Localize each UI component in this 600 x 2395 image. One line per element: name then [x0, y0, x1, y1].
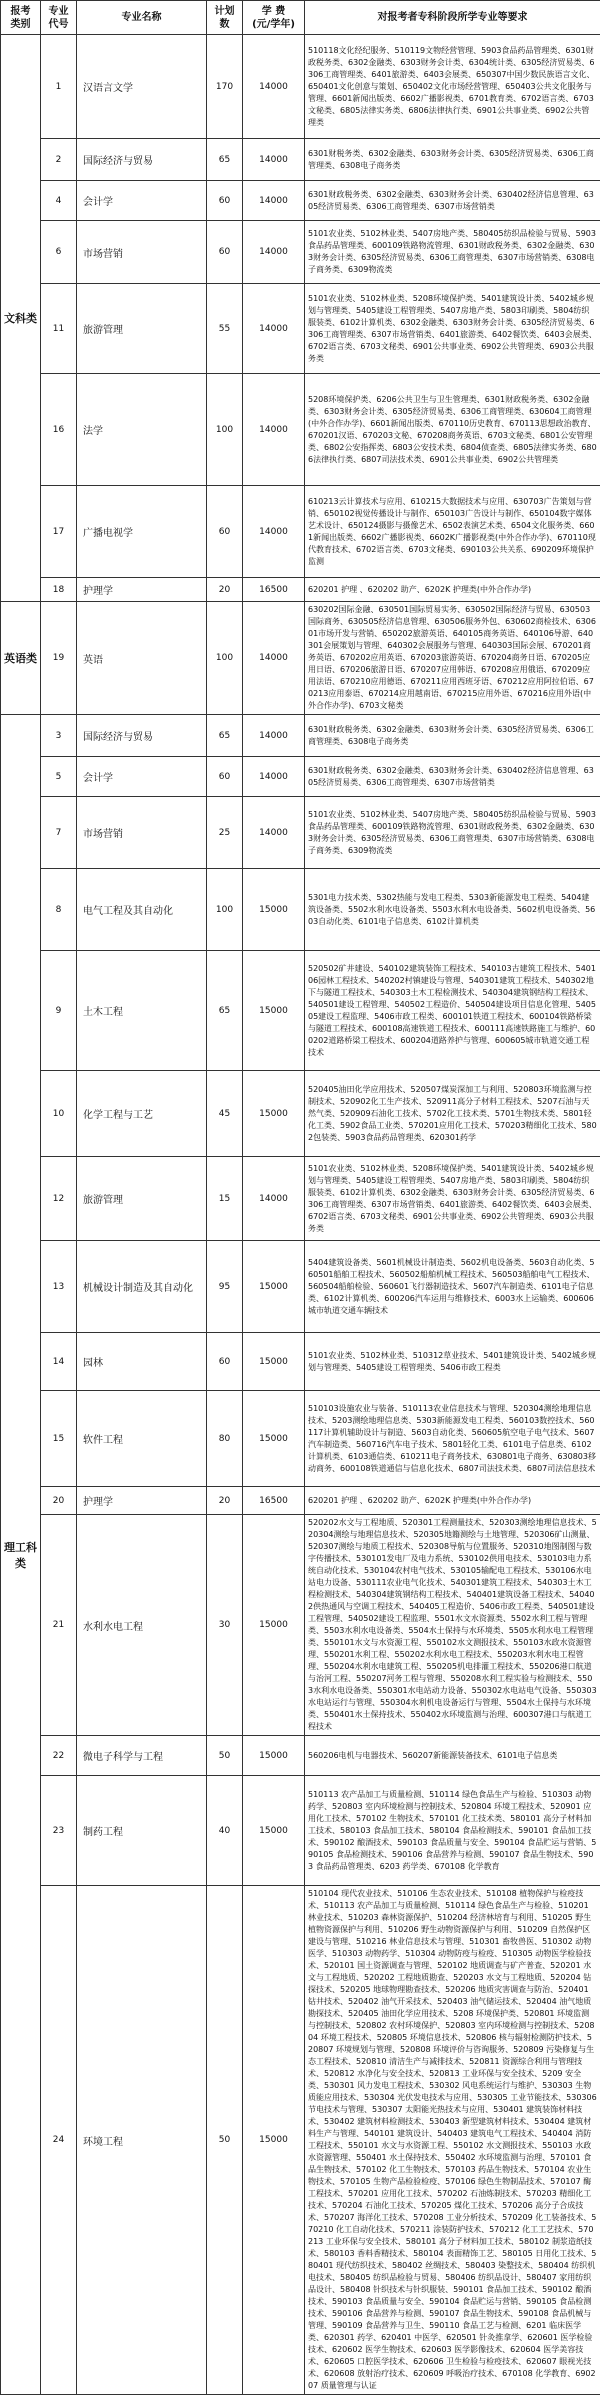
- requirements-cell: 510118文化经纪服务、510119文物经营管理、5903食品药品管理类、6301财政税务类、6302金融类、6303财务会计类、6304统计类、6305经济贸易类、6306工商管理类、6401旅游类、6403会展类、650307中国少数民族语言文化、650401文化创意与策划、650402文化市场经营管理、650403公共文化服务与管理、6601新闻出版类、6602广播影视类、6701教育类、6702语言类、6703文秘类、6805法律实务类、6806法律执行类、6901公共事业类、6902公共管理类: [305, 35, 600, 139]
- tuition-fee-cell: 14000: [243, 486, 305, 578]
- header-code: 专业 代号: [41, 1, 77, 35]
- major-code-cell: 14: [41, 1333, 77, 1391]
- major-code-cell: 22: [41, 1736, 77, 1776]
- tuition-fee-cell: 15000: [243, 1333, 305, 1391]
- table-row: [1, 1886, 600, 2395]
- major-name-cell: 园林: [77, 1333, 207, 1391]
- major-name-cell: 护理学: [77, 578, 207, 602]
- plan-count-cell: 20: [207, 1487, 243, 1515]
- major-name-cell: 软件工程: [77, 1391, 207, 1487]
- header-requirements: 对报考者专科阶段所学专业等要求: [305, 1, 600, 35]
- major-name-cell: 土木工程: [77, 951, 207, 1071]
- tuition-fee-cell: 15000: [243, 1736, 305, 1776]
- table-row: [1, 602, 600, 715]
- major-code-cell: 10: [41, 1071, 77, 1157]
- major-name-cell: 会计学: [77, 757, 207, 797]
- requirements-cell: 520405油田化学应用技术、520507煤炭深加工与利用、520803环境监测与控制技术、520902化工生产技术、520911高分子材料工程技术、5207石油与天然气类、520909石油化工技术、5702化工技术类、5701生物技术类、5801轻化工类、5902食品工业类、570201应用化工技术、570203精细化工技术、5802包装类、5903食品药品管理类、620301药学: [305, 1071, 600, 1157]
- major-name-cell: 旅游管理: [77, 1157, 207, 1241]
- plan-count-cell: 45: [207, 1071, 243, 1157]
- major-name-cell: 广播电视学: [77, 486, 207, 578]
- major-name-cell: 法学: [77, 374, 207, 486]
- major-code-cell: 24: [41, 1886, 77, 2395]
- requirements-cell: 6301财税务类、6302金融类、6303财务会计类、6305经济贸易类、6306工商管理类、6308电子商务类: [305, 139, 600, 181]
- plan-count-cell: 25: [207, 797, 243, 869]
- requirements-cell: 610213云计算技术与应用、610215大数据技术与应用、630703广告策划与营销、650102视觉传播设计与制作、650103广告设计与制作、650104数字媒体艺术设计、650124摄影与摄像艺术、6502表演艺术类、6504文化服务类、6601新闻出版类、6602广播影视类、6602K广播影视类(中外合作办学)、670110现代教育技术、6702语言类、6703文秘类、690103公共关系、690209环境保护监测: [305, 486, 600, 578]
- tuition-fee-cell: 14000: [243, 284, 305, 374]
- tuition-fee-cell: 14000: [243, 602, 305, 715]
- requirements-cell: 520202水文与工程地质、520301工程测量技术、520303测绘地理信息技术、520304测绘与地理信息技术、520305地籍测绘与土地管理、520306矿山测量、520307测绘与地质工程技术、520308导航与位置服务、520310地图制图与数字传播技术、530101发电厂及电力系统、530102供用电技术、530103电力系统自动化技术、530104农村电气技术、530105输配电工程技术、530106水电站电力设备、530111农业电气化技术、540301建筑工程技术、540303土木工程检测技术、540304建筑钢结构工程技术、540401建筑设备工程技术、540402供热通风与空调工程技术、540405工程造价、5406市政工程类、540501建设工程管理、540502建设工程监理、5501水文水资源类、5502水利工程与管理类、5503水利水电设备类、5504水土保持与水环境类、5505水利水电工程管理类、550101水文与水资源工程、550102水文测报技术、550103水政水资源管理、550201水利工程、550202水利水电工程技术、550203水利水电工程管理、550204水利水电建筑工程、550205机电排灌工程技术、550206港口航道与治河工程、550207河务工程与管理、550208水利工程实验与检测技术、5503水利水电设备类、550301水电站动力设备、550302水电站电气设备、550303水电站运行与管理、550304水利机电设备运行与管理、5504水土保持与水环境类、550401水土保持技术、550402水环境监测与治理、600307港口与航道工程技术: [305, 1515, 600, 1736]
- table-row: [1, 284, 600, 374]
- tuition-fee-cell: 14000: [243, 715, 305, 757]
- tuition-fee-cell: 15000: [243, 1515, 305, 1736]
- major-name-cell: 电气工程及其自动化: [77, 869, 207, 951]
- tuition-fee-cell: 14000: [243, 1157, 305, 1241]
- plan-count-cell: 20: [207, 578, 243, 602]
- major-name-cell: 制药工程: [77, 1776, 207, 1886]
- requirements-cell: 5301电力技术类、5302热能与发电工程类、5303新能源发电工程类、5404建筑设备类、5502水利水电设备类、5503水利水电设备类、5602机电设备类、5603自动化类、6101电子信息类、6102计算机类: [305, 869, 600, 951]
- plan-count-cell: 95: [207, 1241, 243, 1333]
- major-code-cell: 9: [41, 951, 77, 1071]
- tuition-fee-cell: 15000: [243, 1241, 305, 1333]
- table-row: [1, 797, 600, 869]
- requirements-cell: 5101农业类、5102林业类、5208环境保护类、5401建筑设计类、5402城乡规划与管理类、5405建设工程管理类、5407房地产类、5803印刷类、5804纺织服装类、6102计算机类、6302金融类、6303财务会计类、6305经济贸易类、6306工商管理类、6307市场营销类、6401旅游类、6402餐饮类、6403会展类、6702语言类、6703文秘类、6901公共事业类、6902公共管理类、6903公共服务类: [305, 1157, 600, 1241]
- major-name-cell: 机械设计制造及其自动化: [77, 1241, 207, 1333]
- tuition-fee-cell: 16500: [243, 1487, 305, 1515]
- requirements-cell: 560206电机与电器技术、560207新能源装备技术、6101电子信息类: [305, 1736, 600, 1776]
- requirements-cell: 510113 农产品加工与质量检测、510114 绿色食品生产与检验、510303 动物药学、520803 室内环境检测与控制技术、520804 环境工程技术、520901 应用化工技术、570102 生物技术、570101 化工技术类、580101 高分子材料加工技术、580103 食品加工技术、580104 食品检测技术、590101 食品加工技术、590102 酿酒技术、590103 食品质量与安全、590104 食品贮运与营销、590105 食品检测技术、590106 食品营养与检测、590107 食品生物技术、5903 食品药品管理类、6203 药学类、670108 化学教育: [305, 1776, 600, 1886]
- major-code-cell: 16: [41, 374, 77, 486]
- plan-count-cell: 50: [207, 1736, 243, 1776]
- major-name-cell: 英语: [77, 602, 207, 715]
- major-code-cell: 5: [41, 757, 77, 797]
- requirements-cell: 5404建筑设备类、5601机械设计制造类、5602机电设备类、5603自动化类、560501船舶工程技术、560502船舶机械工程技术、560503船舶电气工程技术、560504船舶检验、560601飞行器制造技术、5607汽车制造类、6101电子信息类、6102计算机类、600206汽车运用与维修技术、6003水上运输类、600606城市轨道交通车辆技术: [305, 1241, 600, 1333]
- table-row: [1, 139, 600, 181]
- table-row: [1, 715, 600, 757]
- table-row: [1, 951, 600, 1071]
- major-name-cell: 旅游管理: [77, 284, 207, 374]
- tuition-fee-cell: 15000: [243, 1776, 305, 1886]
- table-row: [1, 757, 600, 797]
- plan-count-cell: 60: [207, 221, 243, 284]
- table-row: [1, 374, 600, 486]
- major-code-cell: 15: [41, 1391, 77, 1487]
- requirements-cell: 6301财政税务类、6302金融类、6303财务会计类、6305经济贸易类、6306工商管理类、6308电子商务类: [305, 715, 600, 757]
- major-code-cell: 3: [41, 715, 77, 757]
- major-name-cell: 国际经济与贸易: [77, 715, 207, 757]
- table-row: [1, 869, 600, 951]
- plan-count-cell: 170: [207, 35, 243, 139]
- major-code-cell: 13: [41, 1241, 77, 1333]
- major-name-cell: 国际经济与贸易: [77, 139, 207, 181]
- table-row: [1, 1071, 600, 1157]
- plan-count-cell: 60: [207, 181, 243, 221]
- plan-count-cell: 50: [207, 1886, 243, 2395]
- table-row: [1, 181, 600, 221]
- major-name-cell: 护理学: [77, 1487, 207, 1515]
- tuition-fee-cell: 15000: [243, 1886, 305, 2395]
- requirements-cell: 5101农业类、5102林业类、5407房地产类、580405纺织品检验与贸易、5903食品药品管理类、600109铁路物流管理、6301财政税务类、6302金融类、6303财务会计类、6305经济贸易类、6306工商管理类、6307市场营销类、6308电子商务类、6309物流类: [305, 221, 600, 284]
- plan-count-cell: 60: [207, 1333, 243, 1391]
- major-code-cell: 11: [41, 284, 77, 374]
- major-code-cell: 7: [41, 797, 77, 869]
- tuition-fee-cell: 14000: [243, 35, 305, 139]
- requirements-cell: 630202国际金融、630501国际贸易实务、630502国际经济与贸易、630503国际商务、630505经济信息管理、630506服务外包、630602商检技术、630601市场开发与营销、650202旅游英语、640105商务英语、640106导游、640301会展策划与管理、640302会展服务与管理、640303国际会展、670201商务英语、670202应用英语、670203旅游英语、670204商务日语、670205应用日语、670206旅游日语、670207应用韩语、670208应用俄语、670209应用法语、670210应用德语、670211应用西班牙语、670212应用阿拉伯语、670213应用泰语、670214应用越南语、670215应用外语、670216应用外语(中外合作办学)、6703文秘类: [305, 602, 600, 715]
- plan-count-cell: 65: [207, 139, 243, 181]
- table-row: [1, 1241, 600, 1333]
- table-row: [1, 35, 600, 139]
- tuition-fee-cell: 14000: [243, 221, 305, 284]
- requirements-cell: 5101农业类、5102林业类、5208环境保护类、5401建筑设计类、5402城乡规划与管理类、5405建设工程管理类、5407房地产类、5803印刷类、5804纺织服装类、6102计算机类、6302金融类、6303财务会计类、6305经济贸易类、6306工商管理类、6307市场营销类、6401旅游类、6402餐饮类、6403会展类、6702语言类、6703文秘类、6901公共事业类、6902公共管理类、6903公共服务类: [305, 284, 600, 374]
- major-name-cell: 汉语言文学: [77, 35, 207, 139]
- tuition-fee-cell: 14000: [243, 757, 305, 797]
- plan-count-cell: 80: [207, 1391, 243, 1487]
- table-row: [1, 1736, 600, 1776]
- category-cell: 文科类: [1, 35, 41, 602]
- table-row: [1, 486, 600, 578]
- plan-count-cell: 65: [207, 951, 243, 1071]
- tuition-fee-cell: 15000: [243, 951, 305, 1071]
- requirements-cell: 5101农业类、5102林业类、510312草业技术、5401建筑设计类、5402城乡规划与管理类、5405建设工程管理类、5406市政工程类: [305, 1333, 600, 1391]
- major-name-cell: 化学工程与工艺: [77, 1071, 207, 1157]
- tuition-fee-cell: 16500: [243, 578, 305, 602]
- major-code-cell: 20: [41, 1487, 77, 1515]
- major-name-cell: 市场营销: [77, 797, 207, 869]
- major-name-cell: 会计学: [77, 181, 207, 221]
- table-row: [1, 1515, 600, 1736]
- table-row: [1, 1157, 600, 1241]
- table-row: [1, 1333, 600, 1391]
- tuition-fee-cell: 15000: [243, 1071, 305, 1157]
- requirements-cell: 620201 护理 、620202 助产、6202K 护理类(中外合作办学): [305, 578, 600, 602]
- major-code-cell: 23: [41, 1776, 77, 1886]
- plan-count-cell: 15: [207, 1157, 243, 1241]
- major-code-cell: 21: [41, 1515, 77, 1736]
- major-code-cell: 18: [41, 578, 77, 602]
- category-cell: 英语类: [1, 602, 41, 715]
- major-code-cell: 6: [41, 221, 77, 284]
- major-name-cell: 市场营销: [77, 221, 207, 284]
- header-fee: 学 费 (元/学年): [243, 1, 305, 35]
- tuition-fee-cell: 14000: [243, 797, 305, 869]
- requirements-cell: 510103设施农业与装备、510113农业信息技术与管理、520304测绘地理信息技术、5203测绘地理信息类、5303新能源发电工程类、560103数控技术、560117计算机辅助设计与制造、5603自动化类、560605航空电子电气技术、5607汽车制造类、560716汽车电子技术、5801轻化工类、6101电子信息类、6102计算机类、6103通信类、610211电子商务技术、630801电子商务、630803移动商务、600108铁道通信与信息化技术、6807司法技术类、6807司法信息技术: [305, 1391, 600, 1487]
- major-code-cell: 12: [41, 1157, 77, 1241]
- table-row: [1, 1776, 600, 1886]
- category-cell: 理工科类: [1, 715, 41, 2395]
- table-row: [1, 1487, 600, 1515]
- requirements-cell: 5101农业类、5102林业类、5407房地产类、580405纺织品检验与贸易、5903食品药品管理类、600109铁路物流管理、6301财政税务类、6302金融类、6303财务会计类、6305经济贸易类、6306工商管理类、6307市场营销类、6308电子商务类、6309物流类: [305, 797, 600, 869]
- plan-count-cell: 60: [207, 757, 243, 797]
- requirements-cell: 510104 现代农业技术、510106 生态农业技术、510108 植物保护与检疫技术、510113 农产品加工与质量检测、510114 绿色食品生产与检验、510201 林业技术、510203 森林资源保护、510204 经济林培育与利用、510205 野生植物资源保护与利用、510206 野生动物资源保护与利用、510209 自然保护区建设与管理、510216 林业信息技术与管理、510301 畜牧兽医、510302 动物医学、510303 动物药学、510304 动物防疫与检疫、510305 动物医学检验技术、520101 国土资源调查与管理、520102 地质调查与矿产普查、520201 水文与工程地质、520202 工程地质勘查、520203 水文与工程地质、520204 钻探技术、520205 地球物理勘查技术、520206 地质灾害调查与防治、520401 钻井技术、520402 油气开采技术、520403 油气储运技术、520404 油气地质勘探技术、520405 油田化学应用技术、5208 环境保护类、520801 环境监测与控制技术、520802 农村环境保护、520803 室内环境检测与控制技术、520804 环境工程技术、520805 环境信息技术、520806 核与辐射检测防护技术、520807 环境规划与管理、520808 环境评价与咨询服务、520809 污染修复与生态工程技术、520810 清洁生产与减排技术、520811 资源综合利用与管理技术、520812 水净化与安全技术、520813 工业环保与安全技术、5209 安全类、530301 风力发电工程技术、530302 风电系统运行与维护、530303 生物质能应用技术、530304 光伏发电技术与应用、530305 工业节能技术、530306 节电技术与管理、530307 太阳能光热技术与应用、530401 建筑装饰材料技术、530402 建筑材料检测技术、530403 新型建筑材料技术、530404 建筑材料生产与管理、540101 建筑设计、540403 建筑电气工程技术、540404 消防工程技术、550101 水文与水资源工程、550102 水文测报技术、550103 水政水资源管理、550401 水土保持技术、550402 水环境监测与治理、570101 食品生物技术、570102 化工生物技术、570103 药品生物技术、570104 农业生物技术、570105 生物产品检验检疫、570106 绿色生物制品技术、570107 酶工程技术、570201 应用化工技术、570202 石油炼制技术、570203 精细化工技术、570204 石油化工技术、570205 煤化工技术、570206 高分子合成技术、570207 海洋化工技术、570208 工业分析技术、570209 化工装备技术、570210 化工自动化技术、570211 涂装防护技术、570212 化工工艺技术、570213 工业环保与安全技术、580101 高分子材料加工技术、580102 制浆造纸技术、580103 香料香精技术、580104 表面精饰工艺、580105 日用化工技术、580401 现代纺织技术、580402 丝绸技术、580403 染整技术、580404 纺织机电技术、580405 纺织品检验与贸易、580406 纺织品设计、580407 家用纺织品设计、580408 针织技术与针织服装、590101 食品加工技术、590102 酿酒技术、590103 食品质量与安全、590104 食品贮运与营销、590105 食品检测技术、590106 食品营养与检测、590107 食品生物技术、590108 食品机械与管理、590109 食品营养与卫生、590110 食品工艺与检测、6201 临床医学类、620301 药学、620401 中医学、620501 针灸推拿学、620601 医学检验技术、620602 医学生物技术、620603 医学影像技术、620604 医学美容技术、620605 口腔医学技术、620606 卫生检验与检疫技术、620607 眼视光技术、620608 放射治疗技术、620609 呼吸治疗技术、670108 化学教育、690207 质量管理与认证: [305, 1886, 600, 2395]
- major-code-cell: 4: [41, 181, 77, 221]
- plan-count-cell: 40: [207, 1776, 243, 1886]
- major-name-cell: 微电子科学与工程: [77, 1736, 207, 1776]
- table-header-row: [1, 1, 600, 35]
- tuition-fee-cell: 15000: [243, 869, 305, 951]
- tuition-fee-cell: 14000: [243, 181, 305, 221]
- tuition-fee-cell: 15000: [243, 1391, 305, 1487]
- major-code-cell: 17: [41, 486, 77, 578]
- plan-count-cell: 30: [207, 1515, 243, 1736]
- major-name-cell: 水利水电工程: [77, 1515, 207, 1736]
- header-category: 报考 类别: [1, 1, 41, 35]
- plan-count-cell: 100: [207, 869, 243, 951]
- plan-count-cell: 100: [207, 374, 243, 486]
- requirements-cell: 620201 护理 、620202 助产、6202K 护理类(中外合作办学): [305, 1487, 600, 1515]
- tuition-fee-cell: 14000: [243, 139, 305, 181]
- requirements-cell: 5208环境保护类、6206公共卫生与卫生管理类、6301财政税务类、6302金融类、6303财务会计类、6305经济贸易类、6306工商管理类、630604工商管理(中外合作办学)、6601新闻出版类、670110历史教育、670113思想政治教育、670201汉语、670203文秘、670208商务英语、6703文秘类、6801公安管理类、6802公安指挥类、6803公安技术类、6804侦查类、6805法律实务类、6806法律执行类、6807司法技术类、6901公共事业类、6902公共管理类: [305, 374, 600, 486]
- major-code-cell: 2: [41, 139, 77, 181]
- requirements-cell: 6301财政税务类、6302金融类、6303财务会计类、630402经济信息管理、6305经济贸易类、6306工商管理类、6307市场营销类: [305, 181, 600, 221]
- major-code-cell: 1: [41, 35, 77, 139]
- major-code-cell: 19: [41, 602, 77, 715]
- header-major-name: 专业名称: [77, 1, 207, 35]
- requirements-cell: 6301财政税务类、6302金融类、6303财务会计类、630402经济信息管理、6305经济贸易类、6306工商管理类、6307市场营销类: [305, 757, 600, 797]
- tuition-fee-cell: 14000: [243, 374, 305, 486]
- major-code-cell: 8: [41, 869, 77, 951]
- header-plan: 计划数: [207, 1, 243, 35]
- table-row: [1, 1391, 600, 1487]
- table-row: [1, 578, 600, 602]
- major-name-cell: 环境工程: [77, 1886, 207, 2395]
- table-row: [1, 221, 600, 284]
- plan-count-cell: 65: [207, 715, 243, 757]
- plan-count-cell: 60: [207, 486, 243, 578]
- plan-count-cell: 55: [207, 284, 243, 374]
- plan-count-cell: 100: [207, 602, 243, 715]
- requirements-cell: 520502矿井建设、540102建筑装饰工程技术、540103古建筑工程技术、540106园林工程技术、540202村镇建设与管理、540301建筑工程技术、540302地下与隧道工程技术、540303土木工程检测技术、540304建筑钢结构工程技术、540501建设工程管理、540502工程造价、540504建设项目信息化管理、540505建设工程监理、5406市政工程类、600101铁道工程技术、600104铁路桥梁与隧道工程技术、600108高速铁道工程技术、600111高速铁路施工与维护、600202道路桥梁工程技术、600204道路养护与管理、600605城市轨道交通工程技术: [305, 951, 600, 1071]
